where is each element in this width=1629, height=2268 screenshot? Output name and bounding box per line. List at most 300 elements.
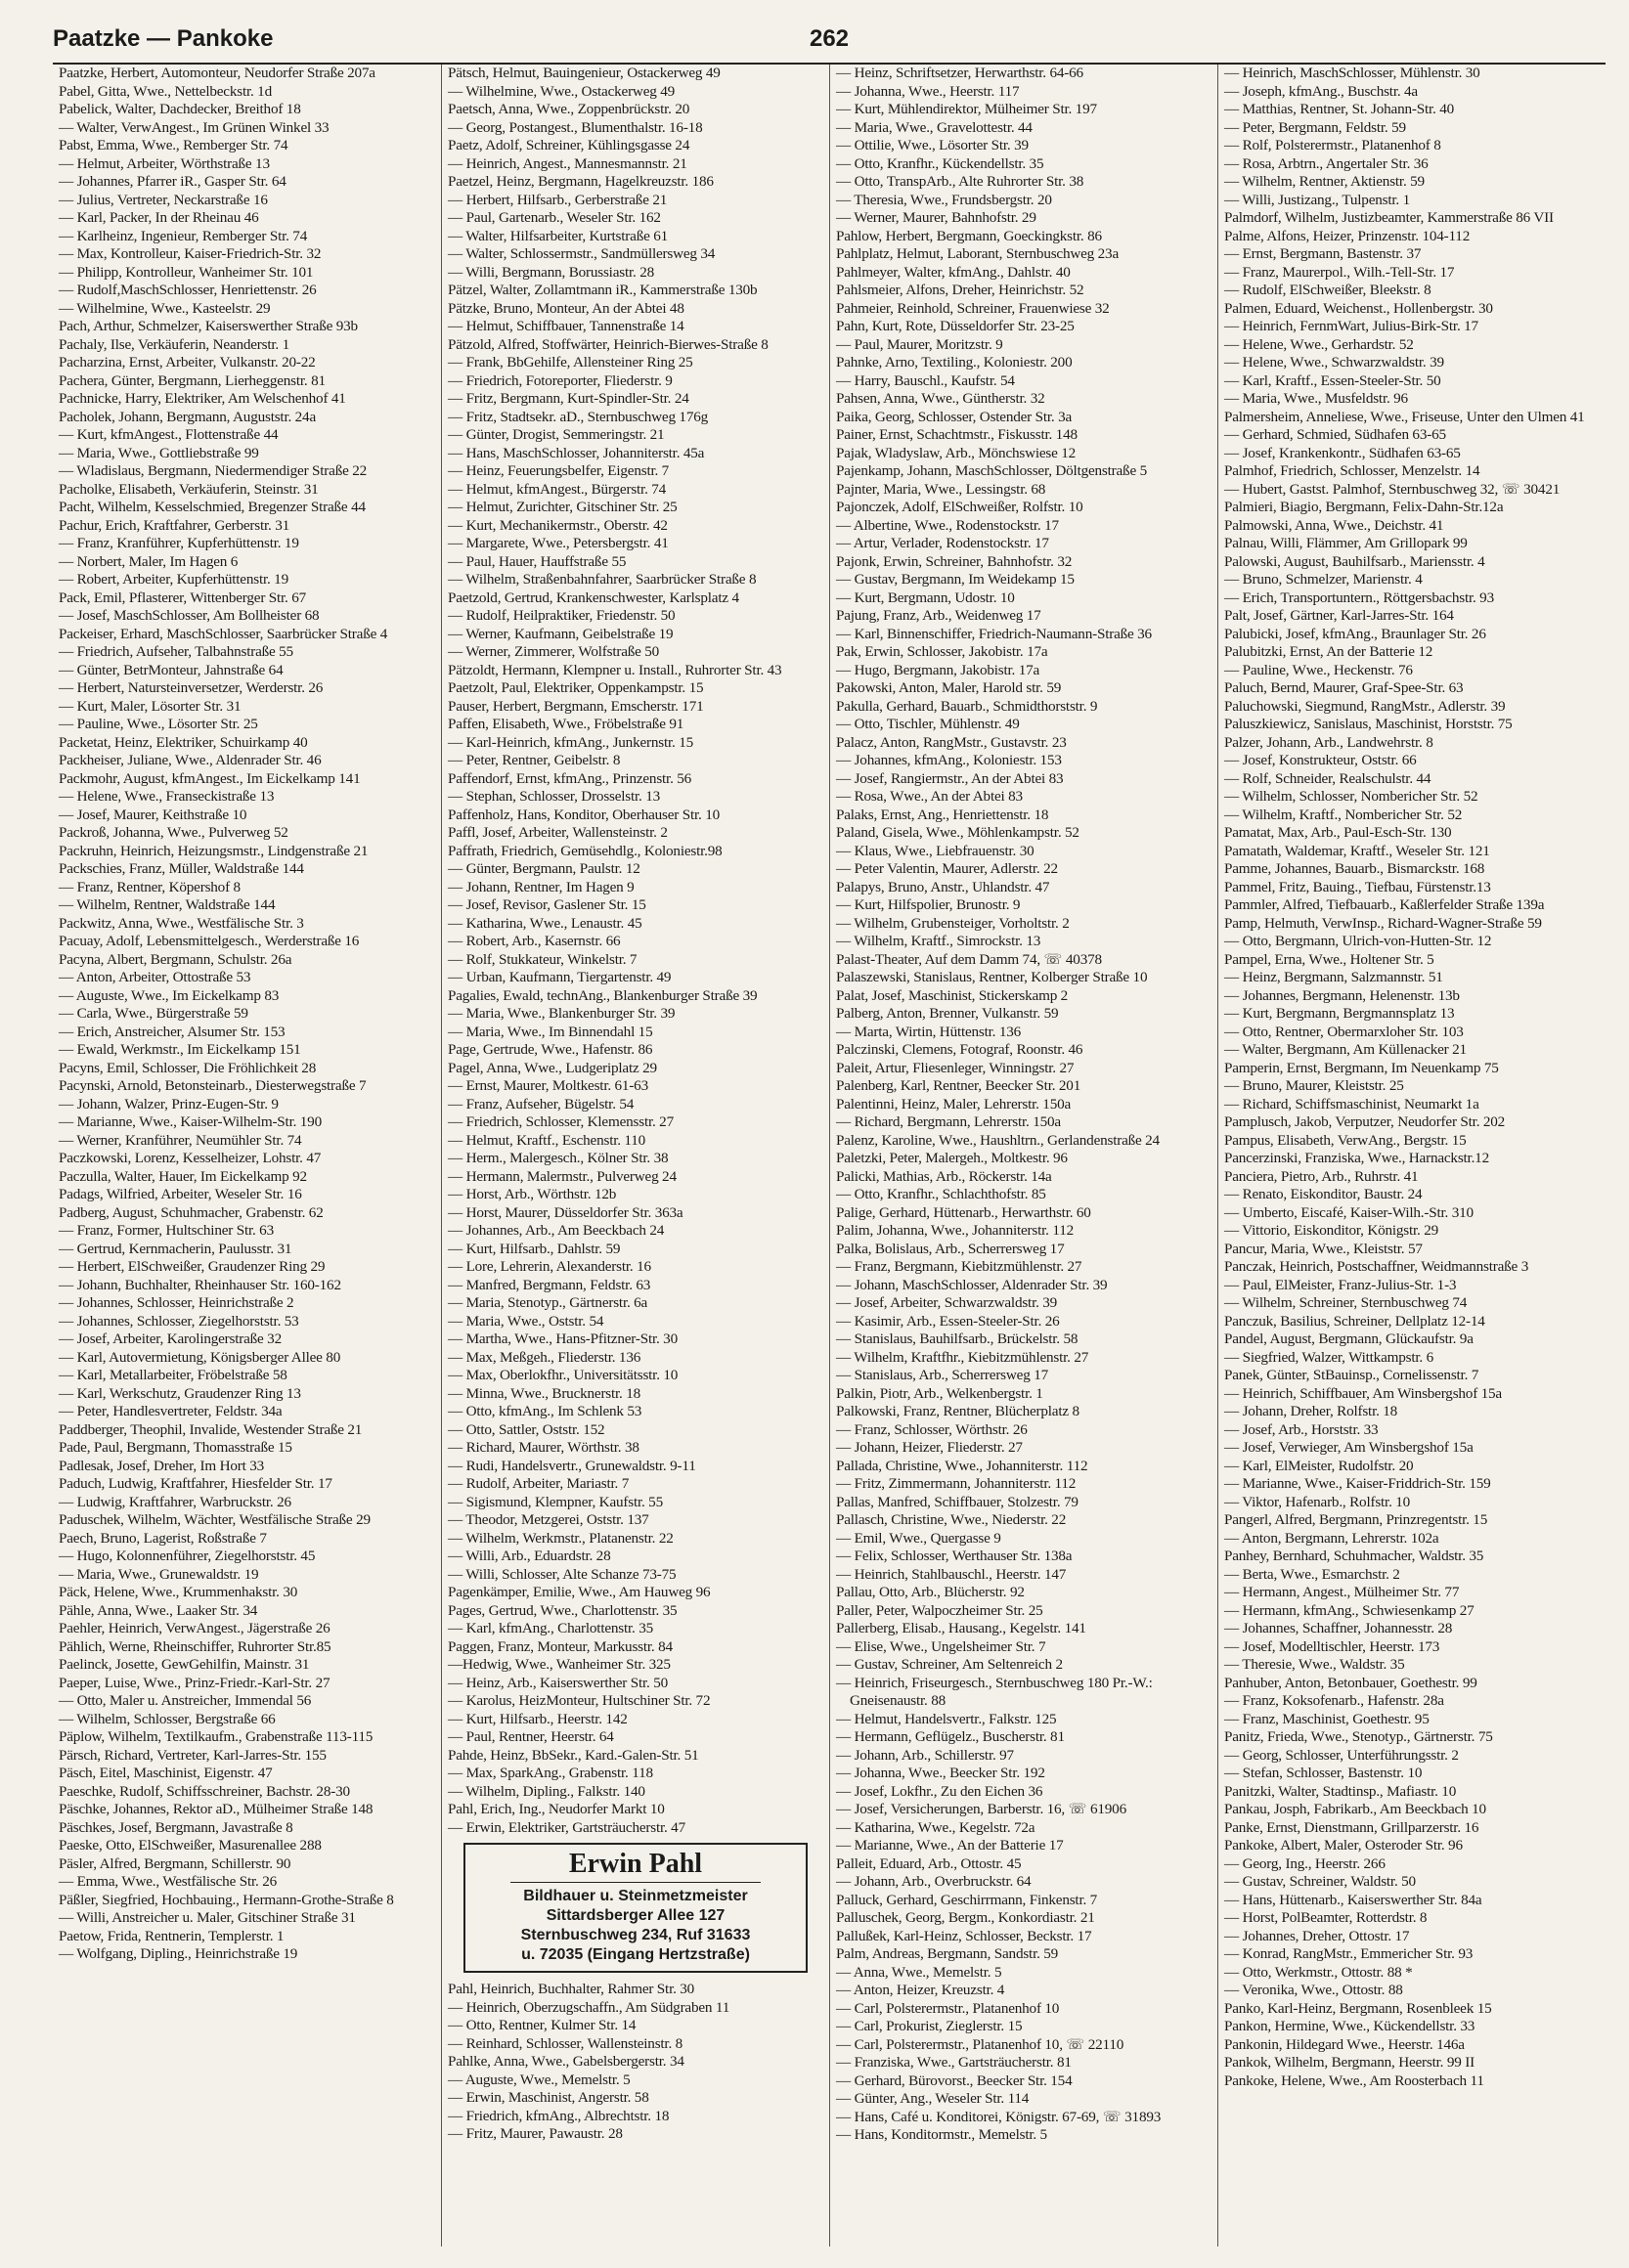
directory-entry: Panitz, Frieda, Wwe., Stenotyp., Gärtnerstr. 75 — [1224, 1728, 1493, 1745]
ad-line-1: Bildhauer u. Steinmetzmeister — [523, 1888, 748, 1904]
directory-entry: — Rolf, Polsterermstr., Platanenhof 8 — [1224, 137, 1441, 153]
directory-entry: — Kurt, Hilfsarb., Dahlstr. 59 — [448, 1240, 621, 1257]
directory-entry: — Helmut, Kraftf., Eschenstr. 110 — [448, 1131, 646, 1149]
directory-entry: Pahsen, Anna, Wwe., Güntherstr. 32 — [836, 390, 1045, 407]
directory-entry: — Josef, Revisor, Gaslener Str. 15 — [448, 896, 646, 913]
directory-entry: Palubicki, Josef, kfmAng., Braunlager Str. 26 — [1224, 625, 1486, 642]
directory-entry: — Walter, Bergmann, Am Küllenacker 21 — [1224, 1041, 1467, 1058]
directory-entry: — Hermann, Malermstr., Pulverweg 24 — [448, 1167, 677, 1185]
directory-entry: Pamperin, Ernst, Bergmann, Im Neuenkamp 75 — [1224, 1059, 1499, 1076]
directory-entry: — Johann, Rentner, Im Hagen 9 — [448, 878, 635, 895]
directory-entry: Panciera, Pietro, Arb., Ruhrstr. 41 — [1224, 1167, 1419, 1185]
directory-entry: Pagenkämper, Emilie, Wwe., Am Hauweg 96 — [448, 1584, 711, 1600]
directory-entry: — Carla, Wwe., Bürgerstraße 59 — [59, 1005, 248, 1022]
directory-entry: Päschkes, Josef, Bergmann, Javastraße 8 — [59, 1818, 293, 1836]
directory-entry: Pahn, Kurt, Rote, Düsseldorfer Str. 23-25 — [836, 318, 1075, 334]
directory-entry: Packmohr, August, kfmAngest., Im Eickelkamp 141 — [59, 769, 361, 787]
directory-entry: Palige, Gerhard, Hüttenarb., Herwarthstr. 60 — [836, 1203, 1091, 1221]
directory-entry: Palubitzki, Ernst, An der Batterie 12 — [1224, 643, 1433, 660]
directory-entry: Palluck, Gerhard, Geschirrmann, Finkenstr. 7 — [836, 1891, 1098, 1908]
directory-entry: — Karl, Werkschutz, Graudenzer Ring 13 — [59, 1384, 301, 1402]
directory-entry: — Auguste, Wwe., Memelstr. 5 — [448, 2071, 631, 2088]
directory-entry: — Werner, Zimmerer, Wolfstraße 50 — [448, 643, 660, 660]
directory-entry: — Otto, Rentner, Obermarxloher Str. 103 — [1224, 1023, 1464, 1040]
directory-entry: — Otto, Kranfhr., Schlachthofstr. 85 — [836, 1186, 1046, 1202]
directory-entry: — Johanna, Wwe., Beecker Str. 192 — [836, 1765, 1045, 1781]
directory-entry: Pajnter, Maria, Wwe., Lessingstr. 68 — [836, 480, 1046, 498]
directory-entry: Pancerzinski, Franziska, Wwe., Harnackstr.12 — [1224, 1150, 1489, 1166]
directory-entry: — Franz, Maurerpol., Wilh.-Tell-Str. 17 — [1224, 263, 1455, 281]
directory-entry: — Heinrich, Angest., Mannesmannstr. 21 — [448, 154, 687, 172]
directory-entry: — Frank, BbGehilfe, Allensteiner Ring 25 — [448, 354, 693, 371]
directory-entry: — Paul, Rentner, Heerstr. 64 — [448, 1728, 614, 1745]
directory-entry: — Karl, Metallarbeiter, Fröbelstraße 58 — [59, 1367, 287, 1383]
directory-entry: — Paul, Maurer, Moritzstr. 9 — [836, 335, 1003, 353]
directory-entry: Palkin, Piotr, Arb., Welkenbergstr. 1 — [836, 1384, 1043, 1402]
column-3 — [829, 65, 1217, 2246]
directory-entry: — Johannes, Arb., Am Beeckbach 24 — [448, 1222, 665, 1239]
directory-entry: — Berta, Wwe., Esmarchstr. 2 — [1224, 1565, 1400, 1583]
directory-entry: — Karl, kfmAng., Charlottenstr. 35 — [448, 1620, 654, 1636]
directory-entry: — Hubert, Gastst. Palmhof, Sternbuschweg 32, ☏ 30421 — [1224, 480, 1561, 498]
directory-entry: Paddberger, Theophil, Invalide, Westender Straße 21 — [59, 1420, 363, 1438]
directory-entry: — Hans, MaschSchlosser, Johanniterstr. 45a — [448, 444, 705, 461]
directory-entry: Pamatat, Max, Arb., Paul-Esch-Str. 130 — [1224, 824, 1452, 841]
directory-entry: — Wilhelm, Schlosser, Nombericher Str. 52 — [1224, 788, 1478, 805]
directory-entry: Pankok, Wilhelm, Bergmann, Heerstr. 99 II — [1224, 2054, 1475, 2071]
directory-entry: Pahlplatz, Helmut, Laborant, Sternbuschweg 23a — [836, 245, 1119, 262]
ad-line-4: u. 72035 (Eingang Hertzstraße) — [521, 1946, 750, 1963]
directory-entry: — Heinrich, Schiffbauer, Am Winsbergshof 15a — [1224, 1384, 1502, 1402]
directory-entry: — Philipp, Kontrolleur, Wanheimer Str. 101 — [59, 263, 314, 281]
directory-entry: — Pauline, Wwe., Heckenstr. 76 — [1224, 661, 1413, 678]
directory-entry: — Max, Kontrolleur, Kaiser-Friedrich-Str. 32 — [59, 245, 322, 262]
directory-entry: Pamme, Johannes, Bauarb., Bismarckstr. 168 — [1224, 860, 1485, 877]
directory-entry: — Albertine, Wwe., Rodenstockstr. 17 — [836, 516, 1059, 534]
directory-entry: Paggen, Franz, Monteur, Markusstr. 84 — [448, 1637, 673, 1655]
directory-entry: — Reinhard, Schlosser, Wallensteinstr. 8 — [448, 2034, 683, 2052]
directory-entry: Pacharzina, Ernst, Arbeiter, Vulkanstr. 20-22 — [59, 354, 316, 371]
directory-entry: — Otto, Werkmstr., Ottostr. 88 * — [1224, 1963, 1413, 1981]
directory-entry: Pähle, Anna, Wwe., Laaker Str. 34 — [59, 1601, 258, 1619]
directory-entry: Pancur, Maria, Wwe., Kleiststr. 57 — [1224, 1240, 1423, 1257]
directory-entry: — Helene, Wwe., Schwarzwaldstr. 39 — [1224, 354, 1444, 371]
directory-entry: — Paul, ElMeister, Franz-Julius-Str. 1-3 — [1224, 1276, 1457, 1293]
directory-entry: — Kurt, Hilfsarb., Heerstr. 142 — [448, 1710, 628, 1727]
directory-entry: Pacynski, Arnold, Betonsteinarb., Diesterwegstraße 7 — [59, 1077, 367, 1094]
directory-entry: Pankon, Hermine, Wwe., Kückendellstr. 33 — [1224, 2018, 1475, 2034]
directory-entry: — Karl-Heinrich, kfmAng., Junkernstr. 15 — [448, 733, 693, 751]
directory-entry: — Maria, Wwe., Grunewaldstr. 19 — [59, 1565, 259, 1583]
directory-entry: — Katharina, Wwe., Kegelstr. 72a — [836, 1818, 1035, 1836]
directory-entry: — Wilhelm, Dipling., Falkstr. 140 — [448, 1782, 645, 1800]
directory-entry: — Wilhelm, Grubensteiger, Vorholtstr. 2 — [836, 914, 1070, 932]
directory-entry: — Johann, Arb., Overbruckstr. 64 — [836, 1873, 1032, 1890]
directory-entry: Palast-Theater, Auf dem Damm 74, ☏ 40378 — [836, 950, 1102, 968]
directory-entry: — Otto, Kranfhr., Kückendellstr. 35 — [836, 154, 1044, 172]
directory-entry: — Erwin, Maschinist, Angerstr. 58 — [448, 2089, 649, 2106]
directory-entry: — Maria, Stenotyp., Gärtnerstr. 6a — [448, 1294, 648, 1311]
directory-entry: — Josef, Versicherungen, Barberstr. 16, ☏ 61906 — [836, 1801, 1126, 1817]
directory-entry: — Rolf, Stukkateur, Winkelstr. 7 — [448, 950, 638, 968]
directory-entry: Palim, Johanna, Wwe., Johanniterstr. 112 — [836, 1222, 1074, 1239]
directory-entry: Pammler, Alfred, Tiefbauarb., Kaßlerfelder Straße 139a — [1224, 896, 1545, 913]
directory-entry: Paluch, Bernd, Maurer, Graf-Spee-Str. 63 — [1224, 679, 1464, 696]
directory-entry: — Josef, Arb., Horststr. 33 — [1224, 1420, 1379, 1438]
directory-entry: — Heinz, Arb., Kaiserswerther Str. 50 — [448, 1674, 669, 1691]
directory-entry: Pamatath, Waldemar, Kraftf., Weseler Str. 121 — [1224, 842, 1490, 859]
directory-entry: — Josef, Konstrukteur, Oststr. 66 — [1224, 752, 1417, 768]
directory-entry: — Johannes, Schaffner, Johannesstr. 28 — [1224, 1620, 1453, 1636]
directory-entry: — Karl, Autovermietung, Königsberger Allee 80 — [59, 1348, 341, 1366]
directory-entry: — Anton, Heizer, Kreuzstr. 4 — [836, 1982, 1005, 1998]
directory-entry: — Wilhelmine, Wwe., Ostackerweg 49 — [448, 82, 676, 100]
directory-entry: Pacuay, Adolf, Lebensmittelgesch., Werderstraße 16 — [59, 933, 360, 949]
directory-entry: Painer, Ernst, Schachtmstr., Fiskusstr. 148 — [836, 426, 1078, 443]
directory-entry: — Felix, Schlosser, Werthauser Str. 138a — [836, 1548, 1073, 1564]
directory-entry: Palowski, August, Bauhilfsarb., Mariensstr. 4 — [1224, 552, 1485, 570]
directory-entry: — Helene, Wwe., Franseckistraße 13 — [59, 788, 275, 805]
page-title: Paatzke — Pankoke — [53, 25, 274, 52]
directory-entry: — Wilhelm, Werkmstr., Platanenstr. 22 — [448, 1529, 674, 1547]
directory-entry: Packruhn, Heinrich, Heizungsmstr., Lindgenstraße 21 — [59, 842, 369, 859]
directory-entry: Pärsch, Richard, Vertreter, Karl-Jarres-Str. 155 — [59, 1746, 327, 1764]
directory-entry: — Lore, Lehrerin, Alexanderstr. 16 — [448, 1258, 651, 1275]
directory-entry: Pacyns, Emil, Schlosser, Die Fröhlichkeit 28 — [59, 1059, 317, 1076]
directory-entry: Panhuber, Anton, Betonbauer, Goethestr. 99 — [1224, 1674, 1477, 1691]
directory-entry: — Werner, Kranführer, Neumühler Str. 74 — [59, 1131, 302, 1149]
directory-entry: — Robert, Arb., Kasernstr. 66 — [448, 933, 621, 949]
directory-entry: Päßler, Siegfried, Hochbauing., Hermann-Grothe-Straße 8 — [59, 1891, 394, 1908]
directory-entry: Paluszkiewicz, Sanislaus, Maschinist, Horststr. 75 — [1224, 716, 1513, 732]
directory-entry: — Karolus, HeizMonteur, Hultschiner Str. 72 — [448, 1692, 711, 1709]
directory-entry: — Heinrich, MaschSchlosser, Mühlenstr. 30 — [1224, 65, 1480, 81]
directory-entry: — Franz, Former, Hultschiner Str. 63 — [59, 1222, 274, 1239]
directory-entry: Pallau, Otto, Arb., Blücherstr. 92 — [836, 1584, 1025, 1600]
directory-entry: — Hermann, Geflügelz., Buscherstr. 81 — [836, 1728, 1065, 1745]
directory-entry: — Helene, Wwe., Gerhardstr. 52 — [1224, 335, 1414, 353]
directory-entry: — Franz, Maschinist, Goethestr. 95 — [1224, 1710, 1430, 1727]
directory-entry: Pakulla, Gerhard, Bauarb., Schmidthorststr. 9 — [836, 697, 1098, 715]
directory-entry: — Georg, Ing., Heerstr. 266 — [1224, 1854, 1386, 1872]
directory-entry: Pagel, Anna, Wwe., Ludgeriplatz 29 — [448, 1059, 657, 1076]
directory-entry: Päplow, Wilhelm, Textilkaufm., Grabenstraße 113-115 — [59, 1728, 374, 1745]
directory-entry: Paehler, Heinrich, VerwAngest., Jägerstraße 26 — [59, 1620, 330, 1636]
directory-entry: — Hans, Hüttenarb., Kaiserswerther Str. 84a — [1224, 1891, 1482, 1908]
directory-entry: — Gustav, Bergmann, Im Weidekamp 15 — [836, 571, 1075, 588]
directory-entry: — Gerhard, Bürovorst., Beecker Str. 154 — [836, 2072, 1073, 2089]
directory-page — [53, 23, 1606, 2252]
directory-entry: — Johannes, Bergmann, Helenenstr. 13b — [1224, 986, 1460, 1004]
directory-entry: Paelinck, Josette, GewGehilfin, Mainstr. 31 — [59, 1656, 310, 1673]
directory-entry: Pätzel, Walter, Zollamtmann iR., Kammerstraße 130b — [448, 282, 758, 298]
directory-entry: — Franz, Rentner, Köpershof 8 — [59, 878, 241, 895]
directory-entry: Paffen, Elisabeth, Wwe., Fröbelstraße 91 — [448, 716, 684, 732]
directory-entry: Paletzki, Peter, Malergeh., Moltkestr. 96 — [836, 1150, 1068, 1166]
directory-entry: — Kurt, Mühlendirektor, Mülheimer Str. 197 — [836, 101, 1097, 117]
directory-entry: — Karl, Kraftf., Essen-Steeler-Str. 50 — [1224, 371, 1441, 389]
directory-entry: — Fritz, Zimmermann, Johanniterstr. 112 — [836, 1475, 1077, 1492]
directory-entry: Pahlke, Anna, Wwe., Gabelsbergerstr. 34 — [448, 2053, 684, 2070]
directory-entry: Palluschek, Georg, Bergm., Konkordiastr. 21 — [836, 1909, 1095, 1926]
directory-entry: Palenz, Karoline, Wwe., Haushltrn., Gerlandenstraße 24 — [836, 1131, 1160, 1149]
directory-entry: — Gerhard, Schmied, Südhafen 63-65 — [1224, 426, 1446, 443]
directory-entry: Palaszewski, Stanislaus, Rentner, Kolberger Straße 10 — [836, 969, 1148, 985]
directory-entry: Pallas, Manfred, Schiffbauer, Stolzestr. 79 — [836, 1493, 1079, 1510]
directory-entry: — Heinz, Feuerungsbelfer, Eigenstr. 7 — [448, 462, 670, 479]
directory-entry: — Josef, MaschSchlosser, Am Bollheister 68 — [59, 607, 320, 624]
directory-entry: — Walter, VerwAngest., Im Grünen Winkel 33 — [59, 118, 330, 136]
directory-entry: — Johann, Arb., Schillerstr. 97 — [836, 1746, 1014, 1764]
directory-entry: — Richard, Maurer, Wörthstr. 38 — [448, 1439, 639, 1456]
directory-entry: — Wolfgang, Dipling., Heinrichstraße 19 — [59, 1945, 298, 1962]
directory-entry: Pahnke, Arno, Textiling., Koloniestr. 200 — [836, 354, 1073, 371]
directory-entry: — Horst, Maurer, Düsseldorfer Str. 363a — [448, 1203, 683, 1221]
directory-entry: — Heinrich, FernmWart, Julius-Birk-Str. 17 — [1224, 318, 1478, 334]
directory-entry: Pankoke, Helene, Wwe., Am Roosterbach 11 — [1224, 2072, 1484, 2089]
directory-entry: Packschies, Franz, Müller, Waldstraße 144 — [59, 860, 304, 877]
directory-entry: Paetzold, Gertrud, Krankenschwester, Karlsplatz 4 — [448, 589, 739, 606]
directory-entry: — Emil, Wwe., Quergasse 9 — [836, 1529, 1001, 1547]
directory-entry: Panko, Karl-Heinz, Bergmann, Rosenbleek 15 — [1224, 1999, 1492, 2017]
directory-entry: — Max, SparkAng., Grabenstr. 118 — [448, 1765, 653, 1781]
directory-entry: — Kurt, Maler, Lösorter Str. 31 — [59, 697, 242, 715]
directory-entry: Panke, Ernst, Dienstmann, Grillparzerstr. 16 — [1224, 1818, 1479, 1836]
directory-entry: — Anton, Bergmann, Lehrerstr. 102a — [1224, 1529, 1439, 1547]
directory-entry: — Georg, Schlosser, Unterführungsstr. 2 — [1224, 1746, 1459, 1764]
directory-entry: — Rudolf, Arbeiter, Mariastr. 7 — [448, 1475, 630, 1492]
directory-entry: Paffl, Josef, Arbeiter, Wallensteinstr. 2 — [448, 824, 668, 841]
directory-entry: Palnau, Willi, Flämmer, Am Grillopark 99 — [1224, 535, 1468, 551]
directory-entry: — Otto, kfmAng., Im Schlenk 53 — [448, 1403, 642, 1419]
directory-entry: Padberg, August, Schuhmacher, Grabenstr. 62 — [59, 1203, 324, 1221]
directory-entry: — Maria, Wwe., Gravelottestr. 44 — [836, 118, 1033, 136]
directory-entry: — Franz, Aufseher, Bügelstr. 54 — [448, 1095, 635, 1112]
directory-entry: — Klaus, Wwe., Liebfrauenstr. 30 — [836, 842, 1035, 859]
directory-entry: Paeschke, Rudolf, Schiffsschreiner, Bachstr. 28-30 — [59, 1782, 350, 1800]
directory-entry: Packroß, Johanna, Wwe., Pulverweg 52 — [59, 824, 288, 841]
directory-entry: Paczulla, Walter, Hauer, Im Eickelkamp 92 — [59, 1167, 307, 1185]
directory-entry: — Artur, Verlader, Rodenstockstr. 17 — [836, 535, 1049, 551]
directory-entry: — Herm., Malergesch., Kölner Str. 38 — [448, 1150, 669, 1166]
directory-entry: Pahl, Heinrich, Buchhalter, Rahmer Str. 30 — [448, 1981, 695, 1997]
directory-entry: Paffendorf, Ernst, kfmAng., Prinzenstr. 56 — [448, 769, 692, 787]
ad-line-3: Sternbuschweg 234, Ruf 31633 — [520, 1927, 751, 1943]
directory-entry: — Franziska, Wwe., Gartsträucherstr. 81 — [836, 2054, 1072, 2071]
directory-entry: — Peter Valentin, Maurer, Adlerstr. 22 — [836, 860, 1058, 877]
directory-entry: Padlesak, Josef, Dreher, Im Hort 33 — [59, 1457, 265, 1474]
directory-entry: — Günter, Drogist, Semmeringstr. 21 — [448, 426, 665, 443]
directory-entry: — Kurt, Mechanikermstr., Oberstr. 42 — [448, 516, 668, 534]
directory-entry: Pallasch, Christine, Wwe., Niederstr. 22 — [836, 1511, 1067, 1528]
directory-entry: — Franz, Bergmann, Kiebitzmühlenstr. 27 — [836, 1258, 1082, 1275]
directory-entry: Pamp, Helmuth, VerwInsp., Richard-Wagner-Straße 59 — [1224, 914, 1542, 932]
directory-entry: Pätzke, Bruno, Monteur, An der Abtei 48 — [448, 299, 684, 317]
directory-entry: Pabst, Emma, Wwe., Remberger Str. 74 — [59, 137, 288, 153]
directory-entry: — Franz, Koksofenarb., Hafenstr. 28a — [1224, 1692, 1444, 1709]
directory-entry: — Anton, Arbeiter, Ottostraße 53 — [59, 969, 251, 985]
directory-entry: — Renato, Eiskonditor, Baustr. 24 — [1224, 1186, 1423, 1202]
directory-entry: — Helmut, kfmAngest., Bürgerstr. 74 — [448, 480, 667, 498]
directory-entry: — Stanislaus, Arb., Scherrersweg 17 — [836, 1367, 1048, 1383]
ad-name: Erwin Pahl — [510, 1849, 761, 1883]
directory-entry: Pahlsmeier, Alfons, Dreher, Heinrichstr. 52 — [836, 282, 1084, 298]
directory-entry: — Rudolf,MaschSchlosser, Henriettenstr. 26 — [59, 282, 317, 298]
directory-entry: — Hans, Café u. Konditorei, Königstr. 67-69, ☏ 31893 — [836, 2108, 1162, 2125]
directory-entry: — Rosa, Arbtrn., Angertaler Str. 36 — [1224, 154, 1429, 172]
directory-entry: — Maria, Wwe., Gottliebstraße 99 — [59, 444, 259, 461]
directory-entry: — Joseph, kfmAng., Buschstr. 4a — [1224, 82, 1418, 100]
directory-entry: — Wilhelm, Rentner, Waldstraße 144 — [59, 896, 276, 913]
directory-entry: — Helmut, Schiffbauer, Tannenstraße 14 — [448, 318, 684, 334]
directory-entry: Pahl, Erich, Ing., Neudorfer Markt 10 — [448, 1801, 665, 1817]
directory-entry: — Heinz, Bergmann, Salzmannstr. 51 — [1224, 969, 1443, 985]
directory-entry: Page, Gertrude, Wwe., Hafenstr. 86 — [448, 1041, 653, 1058]
directory-entry: — Herbert, Natursteinversetzer, Werderstr. 26 — [59, 679, 324, 696]
directory-entry: Pajenkamp, Johann, MaschSchlosser, Döltgenstraße 5 — [836, 462, 1147, 479]
directory-entry: — Hermann, kfmAng., Schwiesenkamp 27 — [1224, 1601, 1475, 1619]
directory-entry: — Willi, Bergmann, Borussiastr. 28 — [448, 263, 654, 281]
directory-entry: — Manfred, Bergmann, Feldstr. 63 — [448, 1276, 651, 1293]
directory-entry: — Josef, Krankenkontr., Südhafen 63-65 — [1224, 444, 1461, 461]
directory-entry: Pallußek, Karl-Heinz, Schlosser, Beckstr. 17 — [836, 1927, 1092, 1944]
directory-entry: — Wilhelm, Schlosser, Bergstraße 66 — [59, 1710, 276, 1727]
directory-entry: — Max, Meßgeh., Fliederstr. 136 — [448, 1348, 641, 1366]
directory-entry: Pabel, Gitta, Wwe., Nettelbeckstr. 1d — [59, 82, 272, 100]
directory-entry: — Veronika, Wwe., Ottostr. 88 — [1224, 1982, 1403, 1998]
directory-entry: — Anna, Wwe., Memelstr. 5 — [836, 1963, 1002, 1981]
directory-entry: Pachur, Erich, Kraftfahrer, Gerberstr. 31 — [59, 516, 290, 534]
directory-entry: Packeiser, Erhard, MaschSchlosser, Saarbrücker Straße 4 — [59, 625, 388, 642]
directory-entry: Paech, Bruno, Lagerist, Roßstraße 7 — [59, 1529, 267, 1547]
directory-entry: — Wilhelm, Kraftfhr., Kiebitzmühlenstr. 27 — [836, 1348, 1089, 1366]
advertisement-box — [463, 1843, 808, 1973]
directory-entry: — Friedrich, Schlosser, Klemensstr. 27 — [448, 1113, 674, 1130]
directory-entry: Paffrath, Friedrich, Gemüsehdlg., Koloniestr.98 — [448, 842, 723, 859]
directory-entry: — Erich, Transportuntern., Röttgersbachstr. 93 — [1224, 589, 1494, 606]
directory-entry: Palat, Josef, Maschinist, Stickerskamp 2 — [836, 986, 1069, 1004]
directory-entry: — Matthias, Rentner, St. Johann-Str. 40 — [1224, 101, 1454, 117]
directory-entry: — Max, Oberlokfhr., Universitätsstr. 10 — [448, 1367, 679, 1383]
directory-entry: Pamplusch, Jakob, Verputzer, Neudorfer Str. 202 — [1224, 1113, 1506, 1130]
directory-entry: Palmersheim, Anneliese, Wwe., Friseuse, Unter den Ulmen 41 — [1224, 408, 1585, 425]
directory-entry: Packetat, Heinz, Elektriker, Schuirkamp 40 — [59, 733, 308, 751]
directory-entry: — Helmut, Handelsvertr., Falkstr. 125 — [836, 1710, 1057, 1727]
directory-entry: Pajonk, Erwin, Schreiner, Bahnhofstr. 32 — [836, 552, 1073, 570]
directory-entry: Palkowski, Franz, Rentner, Blücherplatz 8 — [836, 1403, 1079, 1419]
directory-entry: — Josef, Rangiermstr., An der Abtei 83 — [836, 769, 1064, 787]
directory-entry: — Otto, Maler u. Anstreicher, Immendal 56 — [59, 1692, 312, 1709]
directory-entry: Paland, Gisela, Wwe., Möhlenkampstr. 52 — [836, 824, 1079, 841]
directory-entry: — Otto, Rentner, Kulmer Str. 14 — [448, 2017, 637, 2033]
directory-entry: — Rudi, Handelsvertr., Grunewaldstr. 9-11 — [448, 1457, 696, 1474]
directory-entry: Paduschek, Wilhelm, Wächter, Westfälische Straße 29 — [59, 1511, 371, 1528]
directory-entry: — Johanna, Wwe., Heerstr. 117 — [836, 82, 1020, 100]
directory-entry: — Paul, Gartenarb., Weseler Str. 162 — [448, 209, 661, 226]
directory-entry: — Maria, Wwe., Blankenburger Str. 39 — [448, 1005, 676, 1022]
directory-entry: Palmen, Eduard, Weichenst., Hollenbergstr. 30 — [1224, 299, 1493, 317]
directory-entry: Pahlow, Herbert, Bergmann, Goeckingkstr. 86 — [836, 227, 1102, 244]
directory-entry: Panczuk, Basilius, Schreiner, Dellplatz 12-14 — [1224, 1312, 1485, 1330]
directory-entry: Paetz, Adolf, Schreiner, Kühlingsgasse 24 — [448, 137, 690, 153]
directory-entry: Paetzel, Heinz, Bergmann, Hagelkreuzstr. 186 — [448, 173, 714, 190]
directory-entry: — Paul, Hauer, Hauffstraße 55 — [448, 552, 627, 570]
directory-entry: — Friedrich, Fotoreporter, Fliederstr. 9 — [448, 371, 673, 389]
directory-entry: Palmowski, Anna, Wwe., Deichstr. 41 — [1224, 516, 1444, 534]
directory-entry: Pacyna, Albert, Bergmann, Schulstr. 26a — [59, 950, 292, 968]
directory-entry: — Johannes, Schlosser, Heinrichstraße 2 — [59, 1294, 294, 1311]
directory-entry: Palentinni, Heinz, Maler, Lehrerstr. 150a — [836, 1095, 1072, 1112]
directory-entry: Pahmeier, Reinhold, Schreiner, Frauenwiese 32 — [836, 299, 1110, 317]
directory-entry: — Kurt, Hilfspolier, Brunostr. 9 — [836, 896, 1021, 913]
directory-entry: Pakowski, Anton, Maler, Harold str. 59 — [836, 679, 1062, 696]
directory-entry: — Carl, Polsterermstr., Platanenhof 10, ☏ 22110 — [836, 2035, 1124, 2053]
directory-entry: Pajonczek, Adolf, ElSchweißer, Rolfstr. 10 — [836, 499, 1083, 515]
directory-entry: — Carl, Prokurist, Zieglerstr. 15 — [836, 2018, 1023, 2034]
directory-entry: —Hedwig, Wwe., Wanheimer Str. 325 — [448, 1656, 671, 1673]
directory-entry: Paetzolt, Paul, Elektriker, Oppenkampstr. 15 — [448, 679, 704, 696]
ad-line-2: Sittardsberger Allee 127 — [546, 1907, 726, 1924]
directory-entry: — Konrad, RangMstr., Emmericher Str. 93 — [1224, 1945, 1474, 1962]
directory-entry: — Gustav, Schreiner, Waldstr. 50 — [1224, 1873, 1416, 1890]
directory-entry: — Emma, Wwe., Westfälische Str. 26 — [59, 1873, 277, 1890]
directory-entry: — Pauline, Wwe., Lösorter Str. 25 — [59, 716, 258, 732]
directory-entry: Palacz, Anton, RangMstr., Gustavstr. 23 — [836, 733, 1067, 751]
directory-entry: — Umberto, Eiscafé, Kaiser-Wilh.-Str. 310 — [1224, 1203, 1474, 1221]
directory-entry: Pammel, Fritz, Bauing., Tiefbau, Fürstenstr.13 — [1224, 878, 1491, 895]
directory-entry: — Hugo, Kolonnenführer, Ziegelhorststr. 45 — [59, 1548, 316, 1564]
directory-entry: — Franz, Kranführer, Kupferhüttenstr. 19 — [59, 535, 299, 551]
directory-entry: Pankau, Josph, Fabrikarb., Am Beeckbach 10 — [1224, 1801, 1486, 1817]
directory-entry: Paleit, Artur, Fliesenleger, Winningstr. 27 — [836, 1059, 1075, 1076]
directory-entry: Panhey, Bernhard, Schuhmacher, Waldstr. 35 — [1224, 1548, 1484, 1564]
directory-entry: — Heinrich, Stahlbauschl., Heerstr. 147 — [836, 1565, 1067, 1583]
directory-entry: Pajak, Wladyslaw, Arb., Mönchswiese 12 — [836, 444, 1077, 461]
directory-entry: — Josef, Lokfhr., Zu den Eichen 36 — [836, 1782, 1043, 1800]
directory-entry: — Werner, Kaufmann, Geibelstraße 19 — [448, 625, 674, 642]
directory-entry: Pankoke, Albert, Maler, Osteroder Str. 96 — [1224, 1837, 1463, 1854]
directory-entry: — Marta, Wirtin, Hüttenstr. 136 — [836, 1023, 1022, 1040]
column-4 — [1217, 65, 1606, 2246]
directory-entry: — Stefan, Schlosser, Bastenstr. 10 — [1224, 1765, 1423, 1781]
directory-entry: — Wilhelm, Straßenbahnfahrer, Saarbrücker Straße 8 — [448, 571, 757, 588]
directory-entry: — Gustav, Schreiner, Am Seltenreich 2 — [836, 1656, 1063, 1673]
directory-entry: — Viktor, Hafenarb., Rolfstr. 10 — [1224, 1493, 1411, 1510]
directory-entry: Panek, Günter, StBauinsp., Cornelissenstr. 7 — [1224, 1367, 1479, 1383]
directory-entry: — Josef, Arbeiter, Schwarzwaldstr. 39 — [836, 1294, 1058, 1311]
directory-entry: Paller, Peter, Walpoczheimer Str. 25 — [836, 1601, 1043, 1619]
directory-entry: — Otto, Tischler, Mühlenstr. 49 — [836, 716, 1020, 732]
directory-entry: Pankonin, Hildegard Wwe., Heerstr. 146a — [1224, 2035, 1465, 2053]
directory-entry: — Erwin, Elektriker, Gartsträucherstr. 47 — [448, 1818, 685, 1836]
directory-entry: Pajung, Franz, Arb., Weidenweg 17 — [836, 607, 1041, 624]
directory-entry: — Marianne, Wwe., An der Batterie 17 — [836, 1837, 1064, 1854]
directory-entry: — Wilhelm, Kraftf., Nombericher Str. 52 — [1224, 806, 1463, 823]
directory-entry: Pauser, Herbert, Bergmann, Emscherstr. 171 — [448, 697, 704, 715]
directory-entry: Pachera, Günter, Bergmann, Lierheggenstr. 81 — [59, 371, 326, 389]
directory-entry: — Friedrich, Aufseher, Talbahnstraße 55 — [59, 643, 293, 660]
directory-entry: Paffenholz, Hans, Konditor, Oberhauser Str. 10 — [448, 806, 720, 823]
directory-entry: Pallada, Christine, Wwe., Johanniterstr. 112 — [836, 1457, 1088, 1474]
directory-entry: Pachaly, Ilse, Verkäuferin, Neanderstr. 1 — [59, 335, 289, 353]
directory-entry: — Bruno, Maurer, Kleiststr. 25 — [1224, 1077, 1404, 1094]
directory-entry: — Kurt, kfmAngest., Flottenstraße 44 — [59, 426, 279, 443]
directory-entry: Pandel, August, Bergmann, Glückaufstr. 9a — [1224, 1330, 1474, 1347]
directory-entry: Pählich, Werne, Rheinschiffer, Ruhrorter Str.85 — [59, 1637, 331, 1655]
directory-entry: Päsch, Eitel, Maschinist, Eigenstr. 47 — [59, 1765, 273, 1781]
directory-entry: — Fritz, Stadtsekr. aD., Sternbuschweg 176g — [448, 408, 709, 425]
directory-entry: Palme, Alfons, Heizer, Prinzenstr. 104-112 — [1224, 227, 1471, 244]
